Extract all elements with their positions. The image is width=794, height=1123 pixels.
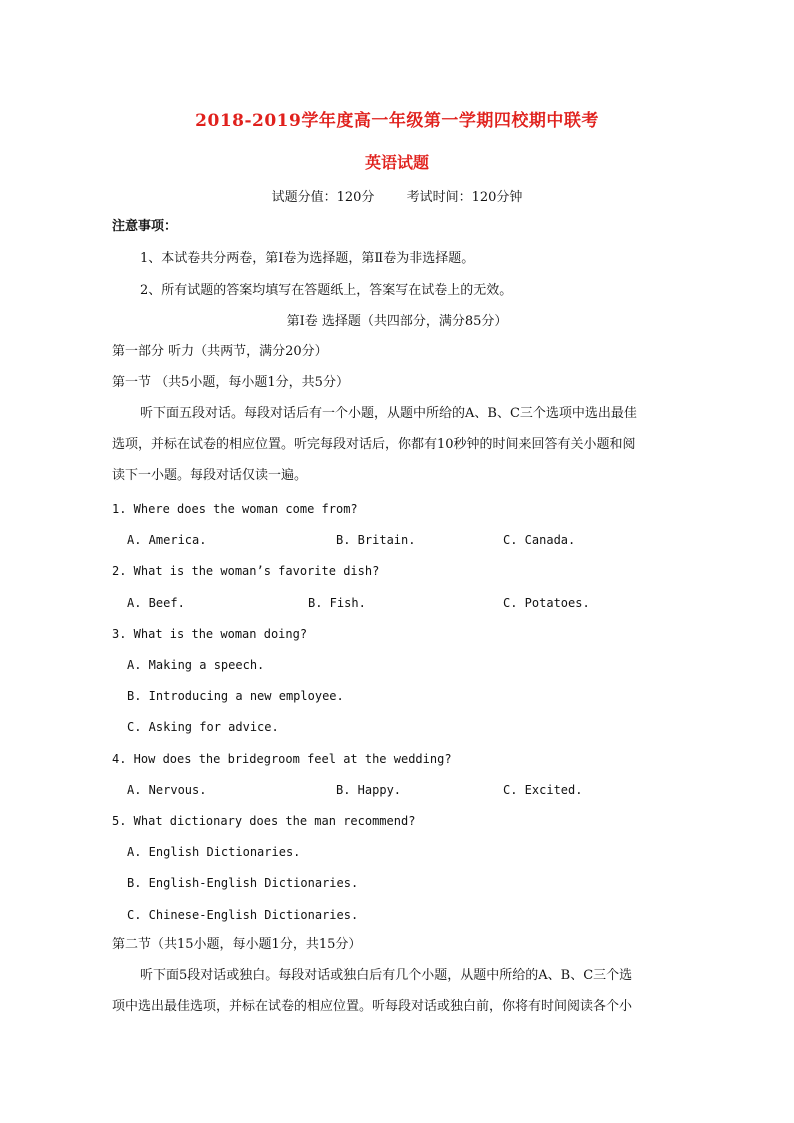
option-a: A. Nervous.	[127, 783, 207, 797]
instruction-line: 项中选出最佳选项，并标在试卷的相应位置。听每段对话或独白前，你将有时间阅读各个小	[112, 999, 633, 1014]
notes-heading: 注意事项：	[112, 219, 178, 234]
exam-meta	[0, 186, 794, 205]
option-b: B. Britain.	[336, 533, 416, 547]
question-text: 5. What dictionary does the man recommend?	[112, 814, 416, 828]
option-c: C. Asking for advice.	[127, 720, 279, 734]
option-c: C. Chinese-English Dictionaries.	[127, 908, 359, 922]
option-c: C. Excited.	[503, 783, 583, 797]
option-a: A. English Dictionaries.	[127, 845, 301, 859]
instruction-line: 读下一小题。每段对话仅读一遍。	[112, 468, 308, 483]
section-heading: 第一节 （共5小题，每小题1分，共5分）	[112, 375, 349, 390]
option-b: B. Happy.	[336, 783, 402, 797]
instruction-line: 听下面五段对话。每段对话后有一个小题，从题中所给的A、B、C三个选项中选出最佳	[140, 406, 637, 421]
option-c: C. Potatoes.	[503, 596, 590, 610]
question-text: 2. What is the woman’s favorite dish?	[112, 564, 380, 578]
exam-title: 2018-2019学年度高一年级第一学期四校期中联考	[195, 111, 599, 131]
option-a: A. Beef.	[127, 596, 185, 610]
question-text: 3. What is the woman doing?	[112, 627, 308, 641]
question-text: 4. How does the bridegroom feel at the wedding?	[112, 752, 452, 766]
question-text: 1. Where does the woman come from?	[112, 502, 358, 516]
note-item: 2、所有试题的答案均填写在答题纸上，答案写在试卷上的无效。	[140, 283, 513, 298]
option-a: A. America.	[127, 533, 207, 547]
option-b: B. Fish.	[308, 596, 366, 610]
score-info: 试题分值：120分	[271, 190, 375, 205]
instruction-line: 选项，并标在试卷的相应位置。听完每段对话后，你都有10秒钟的时间来回答有关小题和阅	[112, 437, 636, 452]
option-b: B. Introducing a new employee.	[127, 689, 344, 703]
part-heading: 第一部分 听力（共两节，满分20分）	[112, 344, 328, 359]
instruction-line: 听下面5段对话或独白。每段对话或独白后有几个小题，从题中所给的A、B、C三个选	[140, 968, 633, 983]
time-info: 考试时间：120分钟	[406, 190, 523, 205]
option-a: A. Making a speech.	[127, 658, 265, 672]
volume-heading: 第Ⅰ卷 选择题（共四部分，满分85分）	[286, 314, 508, 329]
subject-title: 英语试题	[364, 153, 429, 172]
option-c: C. Canada.	[503, 533, 576, 547]
option-b: B. English-English Dictionaries.	[127, 876, 359, 890]
note-item: 1、本试卷共分两卷，第Ⅰ卷为选择题，第Ⅱ卷为非选择题。	[140, 251, 475, 266]
section-heading: 第二节（共15小题，每小题1分，共15分）	[112, 937, 362, 952]
